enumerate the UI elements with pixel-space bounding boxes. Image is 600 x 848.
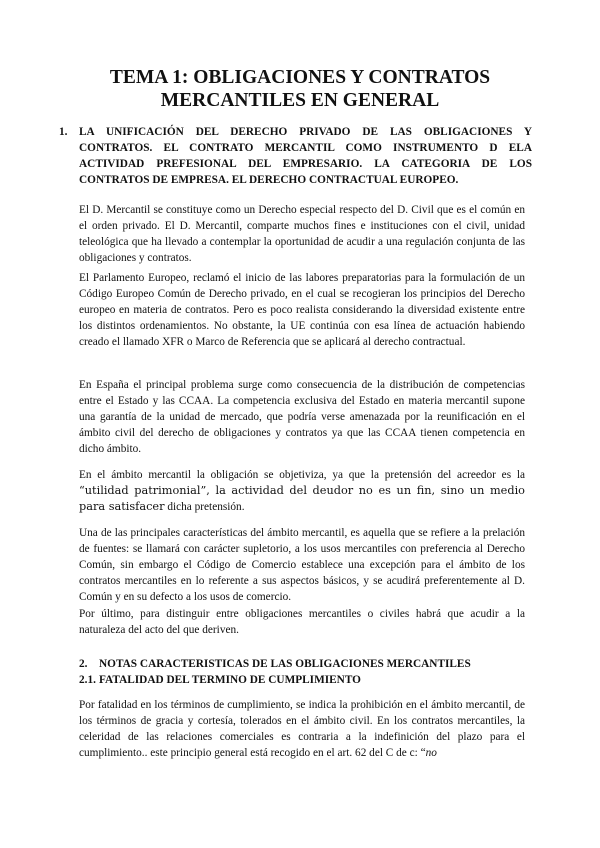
paragraph-4-end: dicha pretensión. [167,501,245,513]
paragraph-7 [79,697,525,761]
paragraph-7-text: Por fatalidad en los términos de cumplimiento, se indica la prohibición en el ámbito mercantil, de los términos de gracia y cortesía, tolerados en el ámbito civil. En los contratos mercantiles, la celeridad de las relaciones comerciales es contraria a la indefinición del plazo para el cumplimiento.. este principio general está recogido en el art. 62 del C de c: “ [79,699,525,759]
paragraph-7-italic: no [425,747,437,759]
subsection-2-1-heading [79,672,539,688]
page-title [40,66,560,112]
section-2-number: 2. [79,658,88,670]
section-1-heading [59,124,532,188]
paragraph-2: El Parlamento Europeo, reclamó el inicio de las labores preparatorias para la formulación de un Código Europeo Común de Derecho privado, en el cual se recogieran los principios del Derecho europeo en materia de contratos. Pero es poco realista considerando la diversidad existente entre los distintos ordenamientos. No obstante, la UE continúa con esa línea de actuación habiendo creado el llamado XFR o Marco de Referencia que se aplicará al derecho contractual. [79,272,525,348]
paragraph-4 [79,467,525,515]
subsection-2-1-number: 2.1. [79,674,96,686]
paragraph-6: Por último, para distinguir entre obligaciones mercantiles o civiles habrá que acudir a la naturaleza del acto del que deriven. [79,608,525,636]
paragraph-1: El D. Mercantil se constituye como un Derecho especial respecto del D. Civil que es el común en el orden privado. El D. Mercantil, comparte muchos fines e instituciones con el civil, unidad teleológica que ha llevado a contemplar la oportunidad de acudir a una regulación conjunta de las obligaciones y contratos. [79,204,525,264]
title-line-2: MERCANTILES EN GENERAL [160,90,440,111]
paragraph-4-quote: “utilidad patrimonial”, la actividad del deudor no es un fin, sino un medio para satisfacer [79,484,525,513]
paragraph-5: Una de las principales características del ámbito mercantil, es aquella que se refiere a la prelación de fuentes: se llamará con carácter supletorio, a los usos mercantiles con preferencia al Derecho Común, sin embargo el Código de Comercio establece una excepción para el ámbito de los contratos mercantiles en lo referente a sus aspectos básicos, y se acudirá preferentemente al D. Común y en su defecto a los usos de comercio. [79,527,525,603]
subsection-2-1-title: FATALIDAD DEL TERMINO DE CUMPLIMIENTO [99,674,361,686]
section-2-title: NOTAS CARACTERISTICAS DE LAS OBLIGACIONES MERCANTILES [99,658,471,670]
section-1-title: LA UNIFICACIÓN DEL DERECHO PRIVADO DE LAS OBLIGACIONES Y CONTRATOS. EL CONTRATO MERCANTIL COMO INSTRUMENTO D ELA ACTIVIDAD PREFESIONAL DEL EMPRESARIO. LA CATEGORIA DE LOS CONTRATOS DE EMPRESA. EL DERECHO CONTRACTUAL EUROPEO. [79,126,532,186]
section-2-heading [79,656,539,672]
paragraph-3: En España el principal problema surge como consecuencia de la distribución de competencias entre el Estado y las CCAA. La competencia exclusiva del Estado en materia mercantil supone una garantía de la unidad de mercado, que podría verse amenazada por la reunificación en el ámbito civil del derecho de obligaciones y contratos ya que las CCAA tienen competencia en dicho ámbito. [79,379,525,455]
title-line-1: TEMA 1: OBLIGACIONES Y CONTRATOS [109,67,491,88]
paragraph-4-line-1: En el ámbito mercantil la obligación se objetiviza, ya que la pretensión del acreedor es la [79,469,525,481]
section-1-number: 1. [59,126,68,138]
